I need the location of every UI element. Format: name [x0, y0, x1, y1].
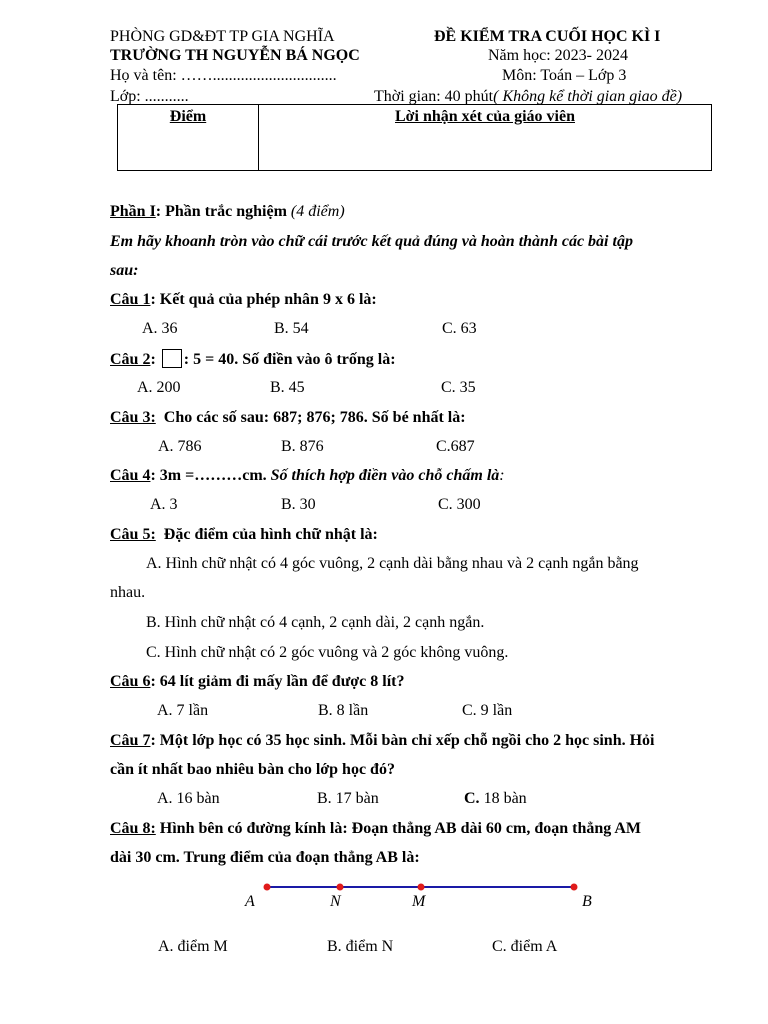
q4-option-b: B. 30	[281, 496, 316, 513]
q7-text: : Một lớp học có 35 học sinh. Mỗi bàn chỉ xếp chỗ ngồi cho 2 học sinh. Hỏi	[150, 732, 655, 749]
question-2	[110, 349, 396, 370]
q3-option-a: A. 786	[158, 438, 202, 455]
question-4	[110, 466, 505, 486]
q8-option-c: C. điểm A	[492, 938, 558, 955]
point-m-dot	[418, 884, 425, 891]
time-main: Thời gian: 40 phút	[374, 88, 494, 105]
q5-text: Đặc điểm của hình chữ nhật là:	[163, 526, 378, 543]
question-6	[110, 672, 404, 692]
class-line: Lớp: ...........	[110, 88, 189, 105]
q7-option-c-value: 18 bàn	[479, 790, 527, 807]
q8-text-line-2: dài 30 cm. Trung điểm của đoạn thẳng AB là:	[110, 849, 420, 866]
q2-option-c: C. 35	[441, 379, 476, 396]
part1-points: (4 điểm)	[290, 203, 345, 220]
segment-figure	[236, 876, 606, 916]
q3-text: Cho các số sau: 687; 876; 786. Số bé nhất là:	[163, 409, 466, 426]
q2-option-a: A. 200	[137, 379, 181, 396]
q5-option-a-line-2: nhau.	[110, 584, 146, 601]
question-8	[110, 819, 641, 839]
q6-option-a: A. 7 lần	[157, 702, 209, 719]
q3-option-c: C.687	[436, 438, 475, 455]
grade-table	[117, 104, 712, 171]
part1-label: Phần I	[110, 203, 156, 220]
q6-text: : 64 lít giảm đi mấy lần để được 8 lít?	[150, 673, 405, 690]
q4-option-a: A. 3	[150, 496, 178, 513]
q3-option-b: B. 876	[281, 438, 324, 455]
q3-label: Câu 3:	[110, 409, 156, 426]
q1-option-b: B. 54	[274, 320, 309, 337]
question-1	[110, 290, 377, 310]
q4-label: Câu 4	[110, 467, 151, 484]
q7-option-a: A. 16 bàn	[157, 790, 220, 807]
blank-box	[162, 349, 182, 368]
q2-text: : 5 = 40. Số điền vào ô trống là:	[183, 351, 396, 368]
q8-option-b: B. điểm N	[327, 938, 394, 955]
q4-text: : 3m =………cm.	[150, 467, 271, 484]
q2-prefix: :	[150, 351, 156, 368]
part1-heading	[110, 202, 345, 222]
q7-text-line-2: cần ít nhất bao nhiêu bàn cho lớp học đó?	[110, 761, 395, 778]
school-name: TRƯỜNG TH NGUYỄN BÁ NGỌC	[110, 47, 360, 64]
student-name-line: Họ và tên: ……...............................	[110, 67, 337, 84]
question-5	[110, 525, 378, 545]
q7-option-c-letter: C.	[464, 790, 480, 807]
comment-header: Lời nhận xét của giáo viên	[395, 108, 575, 125]
point-b-dot	[571, 884, 578, 891]
q1-text: : Kết quả của phép nhân 9 x 6 là:	[150, 291, 377, 308]
part1-title: : Phần trắc nghiệm	[155, 203, 291, 220]
point-a-dot	[264, 884, 271, 891]
q5-option-c: C. Hình chữ nhật có 2 góc vuông và 2 góc không vuông.	[146, 644, 509, 661]
instruction-line-2: sau:	[110, 262, 139, 279]
school-year: Năm học: 2023- 2024	[488, 47, 628, 64]
q4-text-end: :	[499, 467, 505, 484]
q1-option-a: A. 36	[142, 320, 178, 337]
point-b-label: B	[582, 893, 592, 910]
instruction-line-1: Em hãy khoanh tròn vào chữ cái trước kết quả đúng và hoàn thành các bài tập	[110, 233, 633, 250]
q8-text: Hình bên có đường kính là: Đoạn thẳng AB dài 60 cm, đoạn thẳng AM	[155, 820, 642, 837]
point-n-dot	[337, 884, 344, 891]
q4-text-italic: Số thích hợp điền vào chỗ chấm là	[270, 467, 500, 484]
q4-option-c: C. 300	[438, 496, 481, 513]
q7-option-b: B. 17 bàn	[317, 790, 379, 807]
point-a-label: A	[245, 893, 255, 910]
question-3	[110, 408, 466, 428]
subject-line: Môn: Toán – Lớp 3	[502, 67, 627, 84]
department-name: PHÒNG GD&ĐT TP GIA NGHĨA	[110, 28, 335, 45]
q7-label: Câu 7	[110, 732, 151, 749]
q6-option-c: C. 9 lần	[462, 702, 513, 719]
q7-option-c	[464, 789, 527, 809]
q1-label: Câu 1	[110, 291, 151, 308]
q5-label: Câu 5:	[110, 526, 156, 543]
q6-label: Câu 6	[110, 673, 151, 690]
q8-label: Câu 8:	[110, 820, 156, 837]
score-header: Điểm	[169, 108, 207, 125]
q5-option-a-line-1: A. Hình chữ nhật có 4 góc vuông, 2 cạnh dài bằng nhau và 2 cạnh ngắn bằng	[146, 555, 639, 572]
exam-title: ĐỀ KIỂM TRA CUỐI HỌC KÌ I	[434, 28, 661, 45]
time-note: ( Không kể thời gian giao đề)	[493, 88, 683, 105]
question-7	[110, 731, 654, 751]
q2-option-b: B. 45	[270, 379, 305, 396]
q8-option-a: A. điểm M	[158, 938, 228, 955]
q1-option-c: C. 63	[442, 320, 477, 337]
point-m-label: M	[412, 893, 426, 910]
point-n-label: N	[330, 893, 341, 910]
q2-label: Câu 2	[110, 351, 151, 368]
q6-option-b: B. 8 lần	[318, 702, 369, 719]
q5-option-b: B. Hình chữ nhật có 4 cạnh, 2 cạnh dài, 2 cạnh ngắn.	[146, 614, 485, 631]
